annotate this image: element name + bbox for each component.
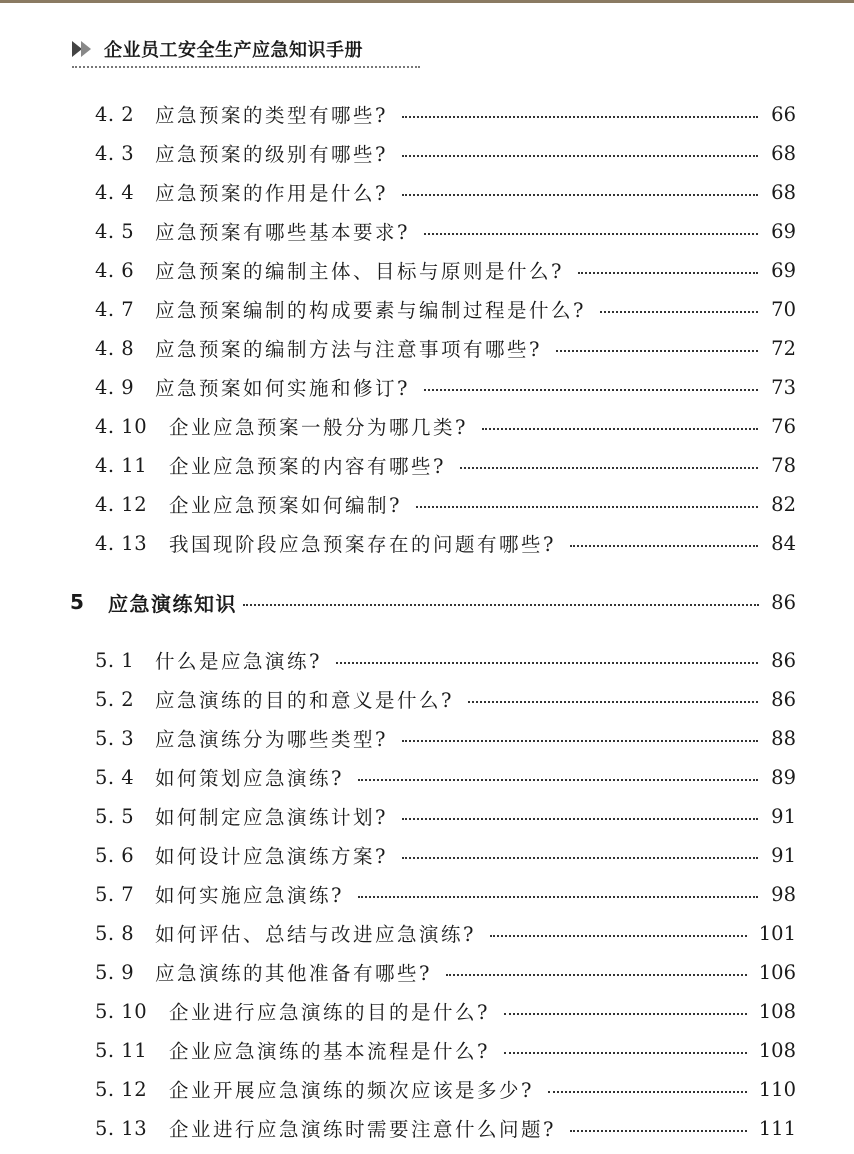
entry-number: 4. 11: [95, 453, 148, 477]
toc-entry[interactable]: [95, 685, 796, 713]
entry-number: 4. 13: [95, 531, 148, 555]
toc-entry[interactable]: [95, 997, 796, 1025]
dot-leader: [424, 233, 758, 235]
entry-number: 4. 7: [95, 297, 135, 321]
entry-number: 5. 6: [95, 843, 135, 867]
entry-number: 4. 5: [95, 219, 135, 243]
toc-entry[interactable]: [95, 412, 796, 440]
page-number: 68: [771, 141, 796, 165]
entry-title: 企业开展应急演练的频次应该是多少?: [169, 1079, 534, 1102]
entry-number: 5. 10: [95, 999, 148, 1023]
book-title: 企业员工安全生产应急知识手册: [104, 40, 363, 61]
top-border: [0, 0, 854, 3]
page-number: 86: [771, 687, 796, 711]
entry-title: 应急演练的目的和意义是什么?: [155, 689, 454, 712]
toc-entry[interactable]: [95, 1036, 796, 1064]
entry-number: 4. 3: [95, 141, 135, 165]
entry-title: 企业进行应急演练的目的是什么?: [169, 1001, 490, 1024]
toc-entry[interactable]: [95, 334, 796, 362]
page-number: 110: [758, 1077, 796, 1101]
toc-entry[interactable]: [95, 880, 796, 908]
toc-entry[interactable]: [95, 451, 796, 479]
entry-number: 5. 3: [95, 726, 135, 750]
entry-number: 5. 2: [95, 687, 135, 711]
entry-number: 5. 7: [95, 882, 135, 906]
entry-title: 企业应急演练的基本流程是什么?: [169, 1040, 490, 1063]
entry-title: 应急预案编制的构成要素与编制过程是什么?: [155, 299, 586, 322]
dot-leader: [504, 1013, 747, 1015]
page-number: 98: [771, 882, 796, 906]
toc-entry[interactable]: [95, 178, 796, 206]
dot-leader: [570, 545, 758, 547]
page-number: 88: [771, 726, 796, 750]
dot-leader: [402, 194, 758, 196]
entry-title: 如何实施应急演练?: [155, 884, 344, 907]
entry-title: 如何策划应急演练?: [155, 767, 344, 790]
toc-entry[interactable]: [95, 529, 796, 557]
page-number: 86: [771, 648, 796, 672]
page-number: 89: [771, 765, 796, 789]
entry-number: 5. 8: [95, 921, 135, 945]
page-number: 72: [771, 336, 796, 360]
entry-title: 应急预案有哪些基本要求?: [155, 221, 410, 244]
dot-leader: [460, 467, 758, 469]
dot-leader: [482, 428, 758, 430]
page-number: 91: [771, 804, 796, 828]
entry-title: 如何评估、总结与改进应急演练?: [155, 923, 476, 946]
toc-entry[interactable]: [95, 646, 796, 674]
toc-entry[interactable]: [95, 841, 796, 869]
dot-leader: [358, 779, 758, 781]
dot-leader: [243, 604, 759, 606]
page-number: 69: [771, 219, 796, 243]
page-number: 69: [771, 258, 796, 282]
dot-leader: [402, 116, 758, 118]
entry-number: 4. 4: [95, 180, 135, 204]
dot-leader: [578, 272, 758, 274]
toc-entry[interactable]: [95, 802, 796, 830]
entry-number: 4. 2: [95, 102, 135, 126]
entry-title: 企业进行应急演练时需要注意什么问题?: [169, 1118, 556, 1141]
toc-entry[interactable]: [95, 139, 796, 167]
page-number: 111: [758, 1116, 796, 1140]
dot-leader: [402, 740, 758, 742]
toc-entry[interactable]: [95, 1075, 796, 1103]
entry-title: 应急预案的编制方法与注意事项有哪些?: [155, 338, 542, 361]
double-chevron-right-icon: [72, 41, 94, 57]
entry-number: 5. 1: [95, 648, 135, 672]
dot-leader: [336, 662, 758, 664]
entry-number: 5. 4: [95, 765, 135, 789]
dot-leader: [424, 389, 758, 391]
page-number: 84: [771, 531, 796, 555]
entry-title: 应急预案的作用是什么?: [155, 182, 388, 205]
toc-entry[interactable]: [95, 958, 796, 986]
dot-leader: [600, 311, 758, 313]
entry-number: 4. 10: [95, 414, 148, 438]
dot-leader: [446, 974, 747, 976]
dot-leader: [468, 701, 758, 703]
entry-title: 企业应急预案的内容有哪些?: [169, 455, 446, 478]
toc-entry[interactable]: [95, 724, 796, 752]
entry-title: 应急预案的类型有哪些?: [155, 104, 388, 127]
toc-entry[interactable]: [95, 295, 796, 323]
entry-number: 5. 11: [95, 1038, 148, 1062]
entry-title: 我国现阶段应急预案存在的问题有哪些?: [169, 533, 556, 556]
toc-entry[interactable]: [95, 100, 796, 128]
dot-leader: [358, 896, 758, 898]
page-number: 108: [758, 999, 796, 1023]
entry-number: 5. 13: [95, 1116, 148, 1140]
page-number: 70: [771, 297, 796, 321]
entry-number: 5. 9: [95, 960, 135, 984]
entry-number: 4. 8: [95, 336, 135, 360]
page-number: 108: [758, 1038, 796, 1062]
entry-number: 4. 6: [95, 258, 135, 282]
entry-title: 应急预案的级别有哪些?: [155, 143, 388, 166]
dot-leader: [416, 506, 758, 508]
entry-title: 什么是应急演练?: [155, 650, 322, 673]
entry-title: 企业应急预案如何编制?: [169, 494, 402, 517]
dot-leader: [402, 155, 758, 157]
toc-entry[interactable]: [95, 256, 796, 284]
dot-leader: [402, 818, 758, 820]
toc-entry[interactable]: [95, 490, 796, 518]
dot-leader: [556, 350, 758, 352]
page-number: 101: [758, 921, 796, 945]
entry-title: 应急演练分为哪些类型?: [155, 728, 388, 751]
entry-title: 企业应急预案一般分为哪几类?: [169, 416, 468, 439]
entry-number: 4. 12: [95, 492, 148, 516]
toc-entry[interactable]: [95, 919, 796, 947]
dot-leader: [570, 1130, 747, 1132]
entry-number: 5. 12: [95, 1077, 148, 1101]
page-number: 68: [771, 180, 796, 204]
entry-number: 4. 9: [95, 375, 135, 399]
toc-entry[interactable]: [95, 1114, 796, 1142]
entry-title: 应急预案的编制主体、目标与原则是什么?: [155, 260, 564, 283]
dot-leader: [548, 1091, 747, 1093]
toc-entry[interactable]: [95, 373, 796, 401]
page-number: 66: [771, 102, 796, 126]
entry-title: 如何设计应急演练方案?: [155, 845, 388, 868]
page-number: 86: [771, 590, 796, 614]
entry-number: 5. 5: [95, 804, 135, 828]
running-header: [72, 36, 363, 62]
entry-title: 应急演练的其他准备有哪些?: [155, 962, 432, 985]
page-number: 91: [771, 843, 796, 867]
dot-leader: [490, 935, 747, 937]
page-number: 78: [771, 453, 796, 477]
entry-title: 应急预案如何实施和修订?: [155, 377, 410, 400]
toc-entry[interactable]: [95, 763, 796, 791]
toc-entry[interactable]: [95, 217, 796, 245]
dot-leader: [504, 1052, 747, 1054]
dot-leader: [402, 857, 758, 859]
page-number: 73: [771, 375, 796, 399]
entry-title: 如何制定应急演练计划?: [155, 806, 388, 829]
header-dotted-rule: [72, 66, 420, 68]
page-number: 106: [758, 960, 796, 984]
chapter-number: 5: [70, 590, 84, 614]
chapter-title: 应急演练知识: [108, 591, 237, 616]
page-number: 76: [771, 414, 796, 438]
chapter-heading[interactable]: [70, 587, 796, 617]
page-number: 82: [771, 492, 796, 516]
